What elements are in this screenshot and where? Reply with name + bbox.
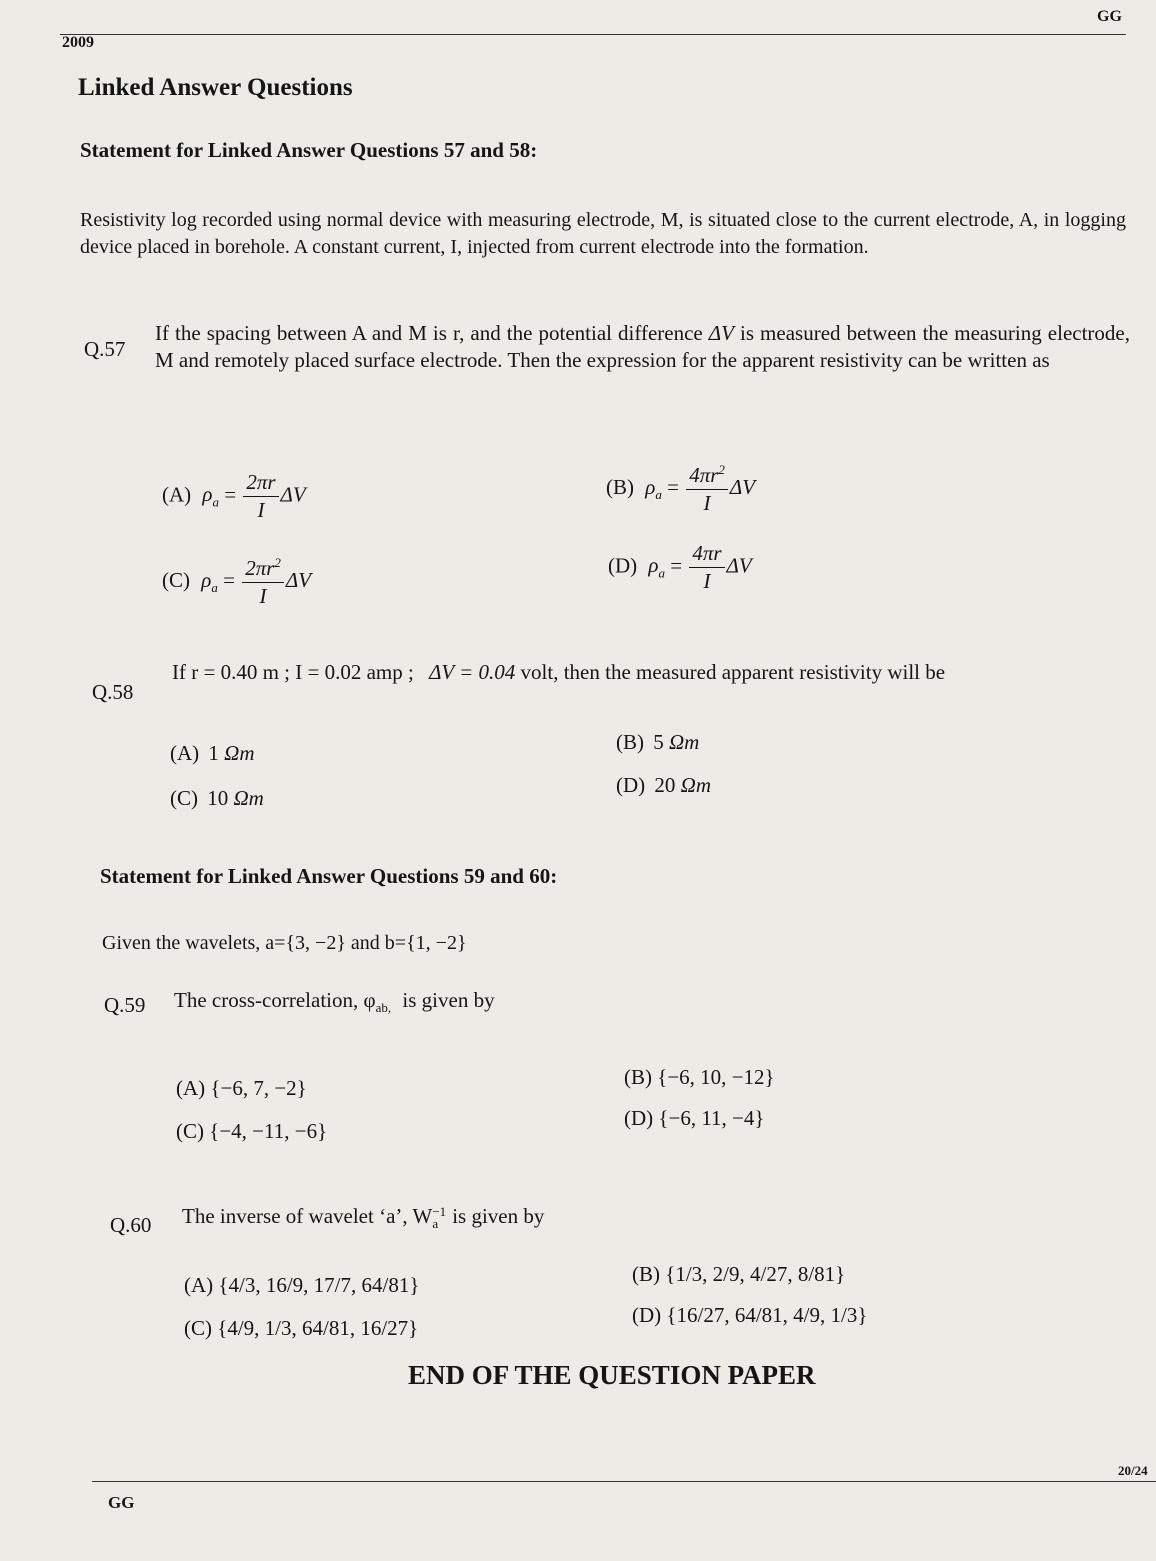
question-text-59: The cross-correlation, $\varphi_{ab,}$ is given by xyxy=(174,988,495,1016)
q57-option-b: (B) $\rho_a$ = $\frac{4\pi r^2}{I}$ ΔV xyxy=(606,462,756,515)
q60-option-b: (B) {1/3, 2/9, 4/27, 8/81} xyxy=(632,1262,846,1286)
q60-option-d: (D) {16/27, 64/81, 4/9, 1/3} xyxy=(632,1303,868,1327)
q57-option-c: (C) $\rho_a$ = $\frac{2\pi r^2}{I}$ ΔV xyxy=(162,555,312,608)
q57-text-after: is measured between the measuring electrode, M and remotely placed surface electrode. Then the expression for the apparent resistivity can be written as xyxy=(155,321,1130,372)
q59-option-c: (C) {−4, −11, −6} xyxy=(176,1119,328,1143)
question-number-60: Q.60 xyxy=(110,1213,152,1237)
q57-option-a: (A) $\rho_a$ = $\frac{2\pi r}{I}$ ΔV xyxy=(162,470,306,522)
end-of-paper-text: END OF THE QUESTION PAPER xyxy=(408,1360,816,1390)
q57-delta-v: ΔV xyxy=(708,321,734,345)
section-statement-59-60: Given the wavelets, a={3, −2} and b={1, −2} xyxy=(102,932,467,954)
q58-option-d: (D) 20 Ωm xyxy=(616,773,712,797)
q58-option-c: (C) 10 Ωm xyxy=(170,786,264,810)
question-text-60: The inverse of wavelet ‘a’, W −1 a is given by xyxy=(182,1204,545,1232)
q57-b-fraction: $\frac{4\pi r^2}{I}$ xyxy=(686,462,728,516)
page-title: Linked Answer Questions xyxy=(78,74,353,101)
q59-option-a: (A) {−6, 7, −2} xyxy=(176,1076,307,1100)
year-label: 2009 xyxy=(62,34,94,51)
q57-option-d: (D) $\rho_a$ = $\frac{4\pi r}{I}$ ΔV xyxy=(608,541,752,593)
q57-text-before: If the spacing between A and M is r, and the potential difference xyxy=(155,321,703,345)
q58-option-b: (B) 5 Ωm xyxy=(616,730,700,754)
question-number-59: Q.59 xyxy=(104,993,146,1017)
q57-d-fraction: $\frac{4\pi r}{I}$ xyxy=(689,541,724,594)
q57-c-fraction: $\frac{2\pi r^2}{I}$ xyxy=(242,555,284,609)
paper-code-top: GG xyxy=(1097,8,1122,25)
q57-a-fraction: $\frac{2\pi r}{I}$ xyxy=(243,470,278,523)
q59-option-d: (D) {−6, 11, −4} xyxy=(624,1106,765,1130)
paper-code-footer: GG xyxy=(108,1493,135,1512)
question-text-57 xyxy=(155,320,1130,374)
question-number-57: Q.57 xyxy=(84,337,126,361)
q60-option-a: (A) {4/3, 16/9, 17/7, 64/81} xyxy=(184,1273,420,1297)
section-heading-57-58: Statement for Linked Answer Questions 57 and 58: xyxy=(80,138,538,162)
footer-rule xyxy=(92,1481,1156,1482)
header-rule xyxy=(60,34,1126,35)
question-number-58: Q.58 xyxy=(92,680,134,704)
question-text-58: If r = 0.40 m ; I = 0.02 amp ; ΔV = 0.04 volt, then the measured apparent resistivity will be xyxy=(172,660,946,684)
q59-option-b: (B) {−6, 10, −12} xyxy=(624,1065,775,1089)
q60-option-c: (C) {4/9, 1/3, 64/81, 16/27} xyxy=(184,1316,419,1340)
page-number: 20/24 xyxy=(1118,1463,1148,1478)
section-heading-59-60: Statement for Linked Answer Questions 59 and 60: xyxy=(100,864,558,888)
section-statement-57-58: Resistivity log recorded using normal device with measuring electrode, M, is situated close to the current electrode, A, in logging device placed in borehole. A constant current, I, injected from current electrode into the formation. xyxy=(80,209,1126,258)
q58-option-a: (A) 1 Ωm xyxy=(170,741,255,765)
